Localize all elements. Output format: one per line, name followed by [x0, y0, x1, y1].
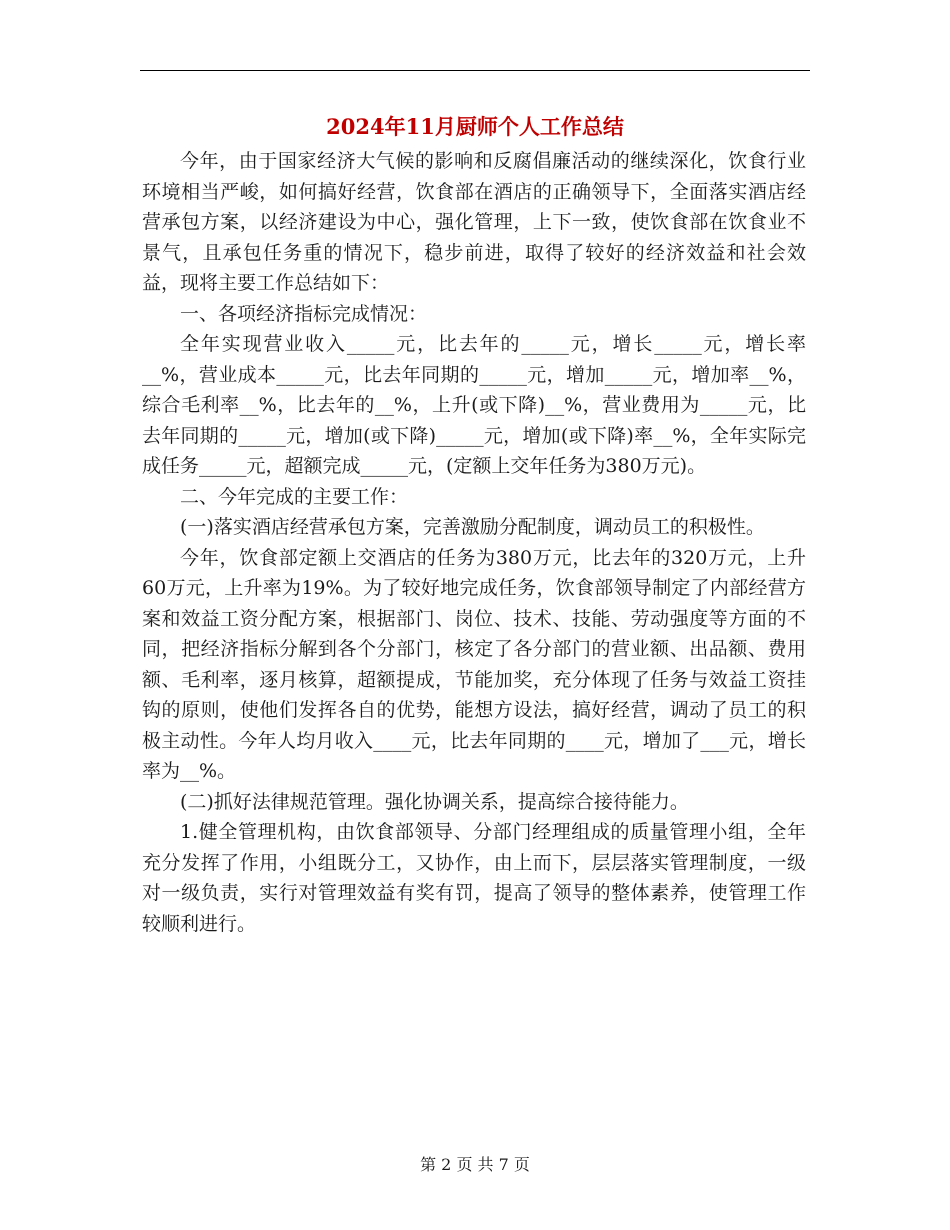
page-number: 第 2 页 共 7 页 — [420, 1155, 530, 1174]
paragraph: 今年，由于国家经济大气候的影响和反腐倡廉活动的继续深化，饮食行业环境相当严峻，如何搞好经营，饮食部在酒店的正确领导下，全面落实酒店经营承包方案，以经济建设为中心，强化管理，上下一致，使饮食部在饮食业不景气，且承包任务重的情况下，稳步前进，取得了较好的经济效益和社会效益，现将主要工作总结如下： — [142, 150, 806, 294]
document-body — [142, 146, 806, 939]
paragraph: 全年实现营业收入_____元，比去年的_____元，增长_____元，增长率__%，营业成本_____元，比去年同期的_____元，增加_____元，增加率__%，综合毛利率__%，比去年的__%，上升(或下降)__%，营业费用为_____元，比去年同期的_____元，增加(或下降)_____元，增加(或下降)率__%，全年实际完成任务_____元，超额完成_____元，(定额上交年任务为380万元)。 — [142, 333, 806, 477]
section-heading: 一、各项经济指标完成情况： — [180, 302, 428, 325]
header-rule — [140, 70, 810, 71]
document-title: 2024年11月厨师个人工作总结 — [326, 114, 624, 139]
subsection-heading: (二)抓好法律规范管理。强化协调关系，提高综合接待能力。 — [180, 790, 689, 813]
subsection-heading: (一)落实酒店经营承包方案，完善激励分配制度，调动员工的积极性。 — [180, 516, 765, 538]
section-heading: 二、今年完成的主要工作： — [180, 485, 409, 508]
paragraph: 1.健全管理机构，由饮食部领导、分部门经理组成的质量管理小组，全年充分发挥了作用，小组既分工，又协作，由上而下，层层落实管理制度，一级对一级负责，实行对管理效益有奖有罚，提高了领导的整体素养，使管理工作较顺利进行。 — [142, 821, 806, 935]
paragraph: 今年，饮食部定额上交酒店的任务为380万元，比去年的320万元，上升60万元，上升率为19%。为了较好地完成任务，饮食部领导制定了内部经营方案和效益工资分配方案，根据部门、岗位、技术、技能、劳动强度等方面的不同，把经济指标分解到各个分部门，核定了各分部门的营业额、出品额、费用额、毛利率，逐月核算，超额提成，节能加奖，充分体现了任务与效益工资挂钩的原则，使他们发挥各自的优势，能想方设法，搞好经营，调动了员工的积极主动性。今年人均月收入____元，比去年同期的____元，增加了___元，增长率为__%。 — [142, 546, 806, 782]
